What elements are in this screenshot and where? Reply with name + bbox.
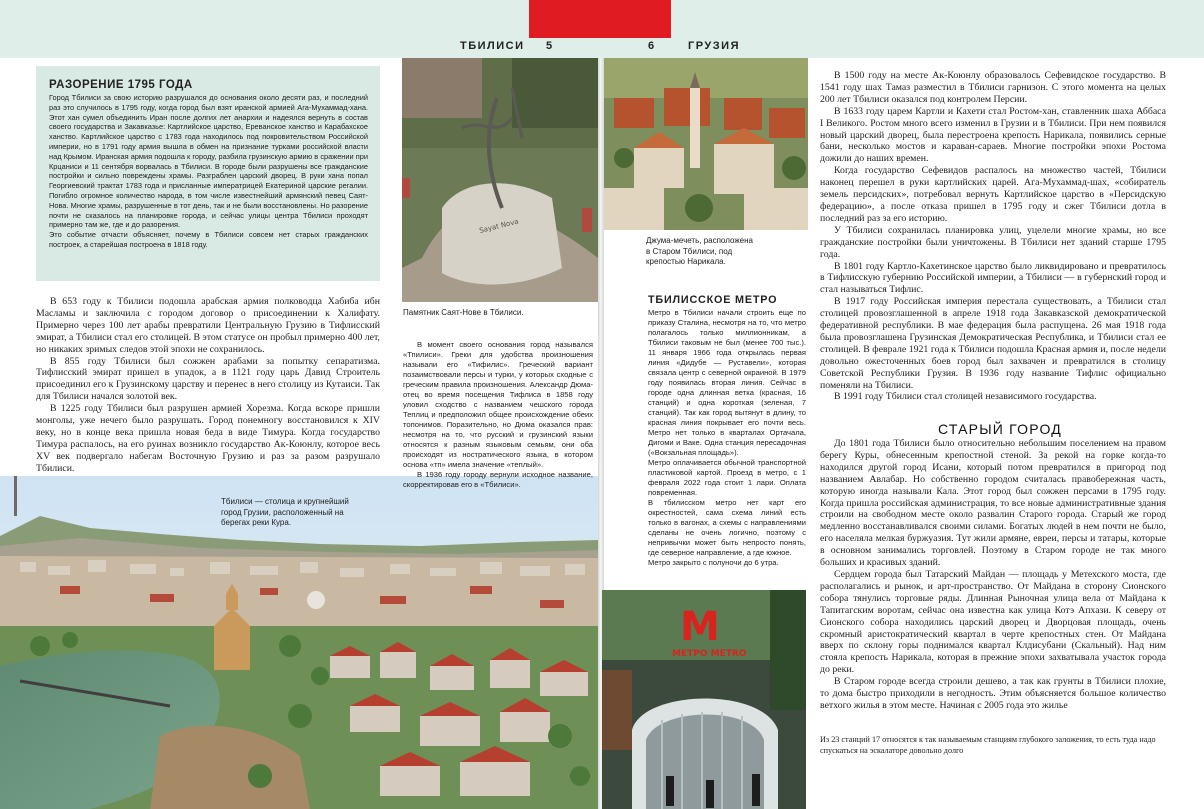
monument-illustration	[402, 58, 598, 302]
article-paragraph: В 1917 году Российская империя перестала существовать, а Тбилиси стал столицей провозглашенной в апреле 1918 года Закавказской демократической федеративной республики. В мае федерация была распущена. 26 мая 1918 года была провозглашена Грузинская Демократическая Республика, и Тбилиси стал ее столицей. В феврале 1921 года к Тбилиси подошла Красная армия и, после недели довольно ожесточенных боев город был захвачен и превратился в столицу Советской Республики Грузия. В 1936 году название Тифлис официально поменяли на Тбилиси.	[820, 296, 1166, 391]
sidebar-box-title: РАЗОРЕНИЕ 1795 ГОДА	[49, 79, 193, 91]
article-paragraph: В 855 году Тбилиси был сожжен арабами за попытку сепаратизма. Тифлисский эмират пришел в упадок, а в 1121 году царь Давид Строитель присоединил его к Грузинскому царству и перенес в него столицу из Кутаиси. Так для Тбилиси начался золотой век.	[36, 355, 380, 403]
juma-mosque-photo	[604, 58, 808, 230]
name-origin-paragraph: В 1936 году городу вернули исходное название, скорректировав его в «Тбилиси».	[403, 470, 593, 489]
metro-paragraph: Метро закрыто с полуночи до 6 утра.	[648, 558, 779, 567]
page-number-right: 6	[648, 40, 656, 52]
metro-logo-letter: M	[680, 604, 720, 650]
monument-caption: Памятник Саят-Нове в Тбилиси.	[403, 308, 524, 317]
metro-paragraph: В тбилисском метро нет карт его окрестностей, сама схема линий есть только в вагонах, а схемы с направлениями сделаны не очень логично, поэтому с непривычки может быть непросто понять, где северное направление, а где южное.	[648, 498, 806, 557]
article-paragraph: Когда государство Сефевидов распалось на множество частей, Тбилиси наконец перешел в руки картлийских царей. Ага-Мухаммад-шах, «собиратель земель персидских», потребовал вернуть Картлийское царство в «Персидскую федерацию», а после отказа пришел в 1795 году и сжег Тбилиси дотла в последний раз за его историю.	[820, 165, 1166, 224]
article-paragraph: Сердцем города был Татарский Майдан — площадь у Метехского моста, где располагались и рынок, и арт-пространство. От Майдана в сторону Сионского собора тянулись торговые ряды. Длинная Рыночная улица вела от Майдана к Тапитагским воротам, сейчас она известна как улица Котэ Апхази. К северу от Сионского собора находились царский дворец и Дворцовая площадь, очень скромный аристократический квартал в черте крепостных стен. От Майдана вверх по склону горы поднимался квартал Клдисубани (Скальный). Над ним стояла крепость Нарикала, которая в прежние эпохи захватывала участок города до реки.	[820, 568, 1166, 676]
article-paragraph: В 1633 году царем Картли и Кахети стал Ростом-хан, ставленник шаха Аббаса I Великого. Ростом много всего изменил в Грузии и в Тбилиси. При нем появился новый царский дворец, была перестроена крепость Нарикала, появились серные бани, несколько мостов и караван-сараев. Многие постройки эпохи Ростома дожили до наших времен.	[820, 105, 1166, 165]
mosque-caption: Джума-мечеть, расположена в Старом Тбилиси, под крепостью Нарикала.	[646, 236, 753, 266]
article-paragraph: У Тбилиси сохранилась планировка улиц, уцелели многие храмы, но все гражданские постройки были уничтожены. В Тбилиси нет зданий старше 1795 года.	[820, 224, 1166, 260]
left-article-column	[36, 296, 380, 475]
sidebar-box-paragraph: Это событие отчасти объясняет, почему в Тбилиси совсем нет старых гражданских построек, а старейшая построена в 1818 году.	[49, 230, 368, 249]
panorama-caption: Тбилиси — столица и крупнейший город Грузии, расположенный на берегах реки Кура.	[221, 497, 349, 527]
article-paragraph: В 1991 году Тбилиси стал столицей независимого государства.	[834, 391, 1097, 403]
metro-paragraph: Метро в Тбилиси начали строить еще по приказу Сталина, несмотря на то, что метро полагалось только миллионникам, а Тбилиси таковым не был (менее 700 тыс.). 11 января 1966 года открылась первая линия «Дидубе — Руставели», которая связала центр с северной окраиной. В 1979 году появилась вторая линия. Сейчас в городе одна длинная ветка (красная, 16 станций) и одна короткая (зеленая, 7 станций). Так как город вытянут в длину, то красная линия покрывает его почти весь. Метро нет только в кварталах Ортачала, Дигоми и Ваке. Одна станция пересадочная («Вокзальная площадь»).	[648, 308, 806, 457]
article-paragraph: В 653 году к Тбилиси подошла арабская армия полководца Хабиба ибн Масламы и заключила с городом договор о присоединении к Халифату. Примерно через 100 лет арабы превратили Центральную Грузию в Тифлисский эмират, а Тбилиси стал его столицей. В этом статусе он пробыл примерно 400 лет, но никаких зримых следов этой эпохи не сохранилось.	[36, 296, 380, 355]
mosque-illustration	[604, 58, 808, 230]
article-paragraph: В 1801 году Картло-Кахетинское царство было ликвидировано и превратилось в Тифлисскую губернию Российской империи, а Тбилиси — в губернский город и стал называться Тифлис.	[820, 260, 1166, 296]
metro-station-photo	[602, 590, 806, 809]
header-accent-tab	[529, 0, 671, 38]
monument-sign-text: Sayat Nova	[478, 217, 520, 235]
old-town-column	[820, 438, 1166, 712]
right-article-column	[820, 70, 1166, 403]
sayat-nova-monument-photo	[402, 58, 598, 302]
running-head-left: ТБИЛИСИ	[460, 40, 525, 52]
article-paragraph: В Старом городе всегда строили дешево, а так как грунты в Тбилиси плохие, то дома быстро приходили в негодность. Этим объясняется большое количество ветхого жилья в этом месте. Начиная с 2005 года это жилье	[820, 676, 1166, 711]
metro-section-title: ТБИЛИССКОЕ МЕТРО	[648, 294, 778, 306]
article-paragraph: До 1801 года Тбилиси было относительно небольшим поселением на правом берегу Куры, обнесенным крепостной стеной. За рекой на горке когда-то находился другой город Исани, который потом превратился в пригород под названием Авлабар. Но собственно городом считалась правобережная часть, которую иногда называли Кала. Этот город был сожжен персами в 1795 году. Когда пришла российская администрация, то все новые административные здания строили на свободном месте около развалин Старого города. Старый же город медленно восстанавливался своими силами. Богатых людей в нем почти не было, его населяла мелкая буржуазия. Тут жили армяне, евреи, персы и татары, которые в основном занимались торговлей. Поэтому в Старом городе не так много больших и красивых зданий.	[820, 438, 1166, 569]
sidebar-box-1795	[36, 66, 380, 281]
name-origin-column	[403, 340, 593, 490]
page-number-left: 5	[546, 40, 554, 52]
sidebar-box-paragraph: Город Тбилиси за свою историю разрушался до основания около десяти раз, и последний раз это случилось в 1795 году, когда город был взят иранской армией Ага-Мухаммад-хана. Этот хан сумел объединить Иран после долгих лет анархии и надеялся вернуть в состав своего государства и Закавказье: Картлийское царство, Ереванское ханство и Карабахское ханство. Картлийское царство с 1783 года находилось под покровительством Российской империи, но в 1791 году армия вышла в обмен на признание турками российской власти над Крымом. Иранская армия подошла к городу, разбила грузинскую армию в сражении при Крцаниси и 11 сентября ворвалась в Тбилиси. В городе были разрушены все гражданские постройки и сильно повреждены храмы. Разграблен царский дворец. В руки хана попал Георгиевский трактат 1783 года и присланные императрицей Екатериной царские регалии. Погибло огромное количество народа, в том числе известнейший армянский певец Саят-Нова. Многие храмы, разрушенные в тот день, так и не были восстановлены. Но разорение почти не сказалось на планировке города, и сейчас улицы центра Тбилиси проходят примерно там же, где и до разорения.	[49, 93, 368, 230]
metro-logo-text: МЕТРО METRO	[672, 649, 747, 659]
old-town-title: СТАРЫЙ ГОРОД	[938, 421, 1062, 437]
running-head-right: ГРУЗИЯ	[688, 40, 740, 52]
metro-footnote: Из 23 станций 17 относятся к так называемым станциям глубокого заложения, то есть туда надо спускаться на эскалаторе довольно долго	[820, 735, 1156, 755]
metro-illustration	[602, 590, 806, 809]
metro-paragraph: Метро оплачивается обычной транспортной пластиковой картой. Проезд в метро, с 1 февраля 2022 года стоит 1 лари. Оплата повременная.	[648, 458, 806, 497]
article-paragraph: В 1500 году на месте Ак-Коюнлу образовалось Сефевидское государство. В 1541 году шах Тамаз разместил в Тбилиси гарнизон. С этого момента на целых 200 лет Тбилиси оказался под контролем Персии.	[820, 70, 1166, 105]
article-paragraph: В 1225 году Тбилиси был разрушен армией Хорезма. Когда вскоре пришли монголы, уже нечего было разрушать. Город понемногу восстановился к XIV веку, но в конце века пришла новая беда в виде Тимура. Когда государство Тимура распалось, на его руинах возникло государство Ак-Коюнлу, которое весь XV век подвергало набегам Восточную Грузию и раз за разом разрушало Тбилиси.	[36, 403, 380, 474]
name-origin-paragraph: В момент своего основания город назывался «Тпилиси». Греки для удобства произношения называли его «Тифилис». Греческий вариант позаимствовали персы и турки, у которых сходные с греческим правила произношения. Александр Дюма-отец во время посещения Тифлиса в 1858 году уловил сходство с названием чешского города Теплиц и предположил общее происхождение обеих топонимов. Поразительно, но Дюма оказался прав: несмотря на то, что русский и грузинский языки относятся к разным языковым семьям, они оба происходят из ностратического языка, в котором основа «тп» имела значение «теплый».	[403, 340, 593, 469]
metro-column	[648, 308, 806, 568]
